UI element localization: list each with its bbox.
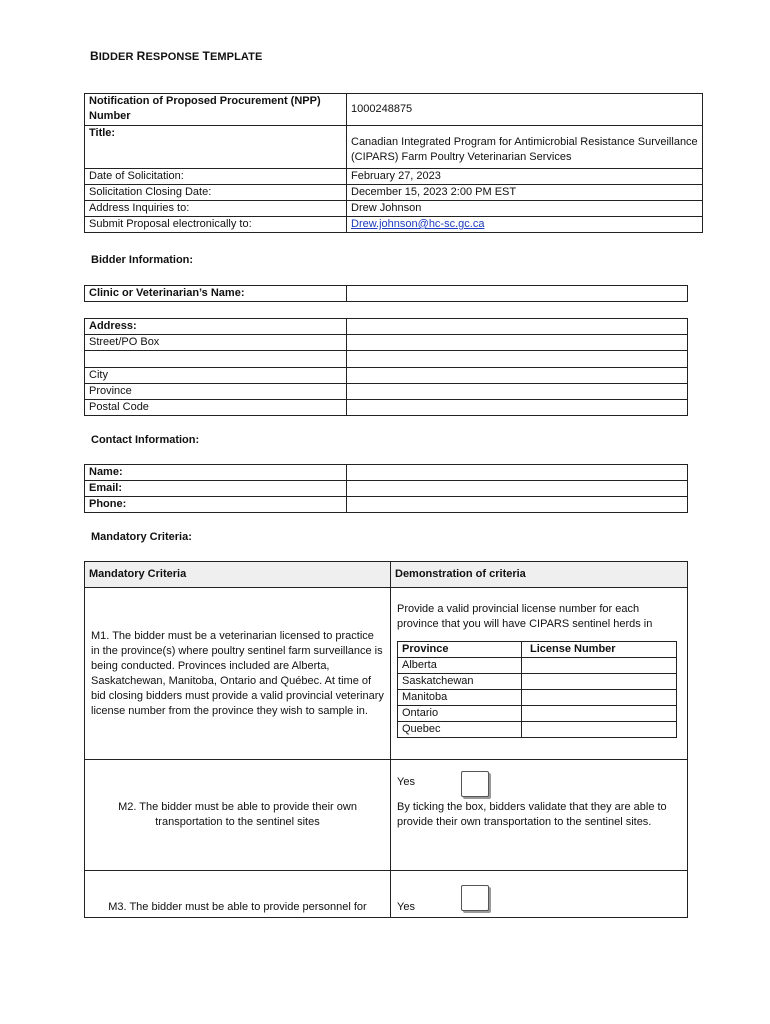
postal-code-label: Postal Code — [85, 400, 347, 416]
city-field[interactable] — [347, 368, 688, 384]
solicitation-info-table — [84, 93, 703, 233]
province-col-header: Province — [398, 642, 522, 658]
contact-phone-field[interactable] — [347, 497, 688, 513]
document-title: BIDDER RESPONSE TEMPLATE — [90, 49, 263, 63]
province-manitoba: Manitoba — [398, 690, 522, 706]
m2-demo-text: By ticking the box, bidders validate that they are able to provide their own transportation to the sentinel sites. — [397, 801, 667, 828]
clinic-name-label: Clinic or Veterinarian’s Name: — [85, 286, 347, 302]
m1-demo-text: Provide a valid provincial license number for each province that you will have CIPARS sentinel herds in — [397, 603, 653, 630]
license-col-header: License Number — [522, 642, 677, 658]
province-label: Province — [85, 384, 347, 400]
license-saskatchewan-field[interactable] — [522, 674, 677, 690]
npp-label: Notification of Proposed Procurement (NPP) Number — [85, 94, 347, 126]
m2-demonstration — [391, 760, 688, 871]
m2-criteria-text: M2. The bidder must be able to provide their own transportation to the sentinel sites — [118, 801, 357, 828]
province-field[interactable] — [347, 384, 688, 400]
m3-yes-checkbox[interactable] — [461, 885, 489, 911]
clinic-name-field[interactable] — [347, 286, 688, 302]
submit-label: Submit Proposal electronically to: — [85, 217, 347, 233]
address-field[interactable] — [347, 319, 688, 335]
criteria-col-header: Mandatory Criteria — [85, 562, 391, 588]
m1-criteria-text: M1. The bidder must be a veterinarian licensed to practice in the province(s) where poultry sentinel farm surveillance is being conducted. Provinces included are Alberta, Saskatchewan, Manitoba, Ontario and Québec. At time of bid closing bidders must provide a valid provincial veterinary license number from the province they wish to sample in. — [91, 629, 384, 717]
province-ontario: Ontario — [398, 706, 522, 722]
clinic-name-table — [84, 285, 688, 302]
province-alberta: Alberta — [398, 658, 522, 674]
m3-criteria-text: M3. The bidder must be able to provide personnel for — [108, 901, 367, 913]
solicitation-date-label: Date of Solicitation: — [85, 169, 347, 185]
mandatory-criteria-table — [84, 561, 688, 918]
m3-yes-label: Yes — [397, 901, 415, 913]
license-quebec-field[interactable] — [522, 722, 677, 738]
province-quebec: Quebec — [398, 722, 522, 738]
m2-criteria — [85, 760, 391, 871]
contact-email-field[interactable] — [347, 481, 688, 497]
email-link-text[interactable]: Drew.johnson@hc-sc.gc.ca — [351, 218, 485, 230]
demonstration-col-header: Demonstration of criteria — [391, 562, 688, 588]
mandatory-criteria-heading: Mandatory Criteria: — [91, 531, 192, 543]
m2-yes-label: Yes — [397, 776, 415, 788]
address-heading: Address: — [85, 319, 347, 335]
province-saskatchewan: Saskatchewan — [398, 674, 522, 690]
license-alberta-field[interactable] — [522, 658, 677, 674]
m2-yes-checkbox[interactable] — [461, 771, 489, 797]
street-label: Street/PO Box — [85, 335, 347, 351]
submit-email-link[interactable] — [347, 217, 703, 233]
m3-criteria — [85, 871, 391, 918]
npp-value: 1000248875 — [347, 94, 703, 126]
title-label: Title: — [85, 126, 347, 169]
contact-name-label: Name: — [85, 465, 347, 481]
m1-demonstration — [391, 588, 688, 760]
inquiries-value: Drew Johnson — [347, 201, 703, 217]
address-line-2-field[interactable] — [347, 351, 688, 368]
inquiries-label: Address Inquiries to: — [85, 201, 347, 217]
postal-code-field[interactable] — [347, 400, 688, 416]
address-line-2-label — [85, 351, 347, 368]
contact-phone-label: Phone: — [85, 497, 347, 513]
license-ontario-field[interactable] — [522, 706, 677, 722]
contact-info-heading: Contact Information: — [91, 434, 200, 446]
city-label: City — [85, 368, 347, 384]
contact-name-field[interactable] — [347, 465, 688, 481]
closing-date-value: December 15, 2023 2:00 PM EST — [347, 185, 703, 201]
m1-criteria — [85, 588, 391, 760]
contact-email-label: Email: — [85, 481, 347, 497]
contact-table — [84, 464, 688, 513]
address-table — [84, 318, 688, 416]
closing-date-label: Solicitation Closing Date: — [85, 185, 347, 201]
m3-demonstration — [391, 871, 688, 918]
street-field[interactable] — [347, 335, 688, 351]
solicitation-date-value: February 27, 2023 — [347, 169, 703, 185]
province-license-table — [397, 641, 677, 738]
bidder-info-heading: Bidder Information: — [91, 254, 194, 266]
license-manitoba-field[interactable] — [522, 690, 677, 706]
title-value: Canadian Integrated Program for Antimicrobial Resistance Surveillance (CIPARS) Farm Poultry Veterinarian Services — [347, 126, 703, 169]
